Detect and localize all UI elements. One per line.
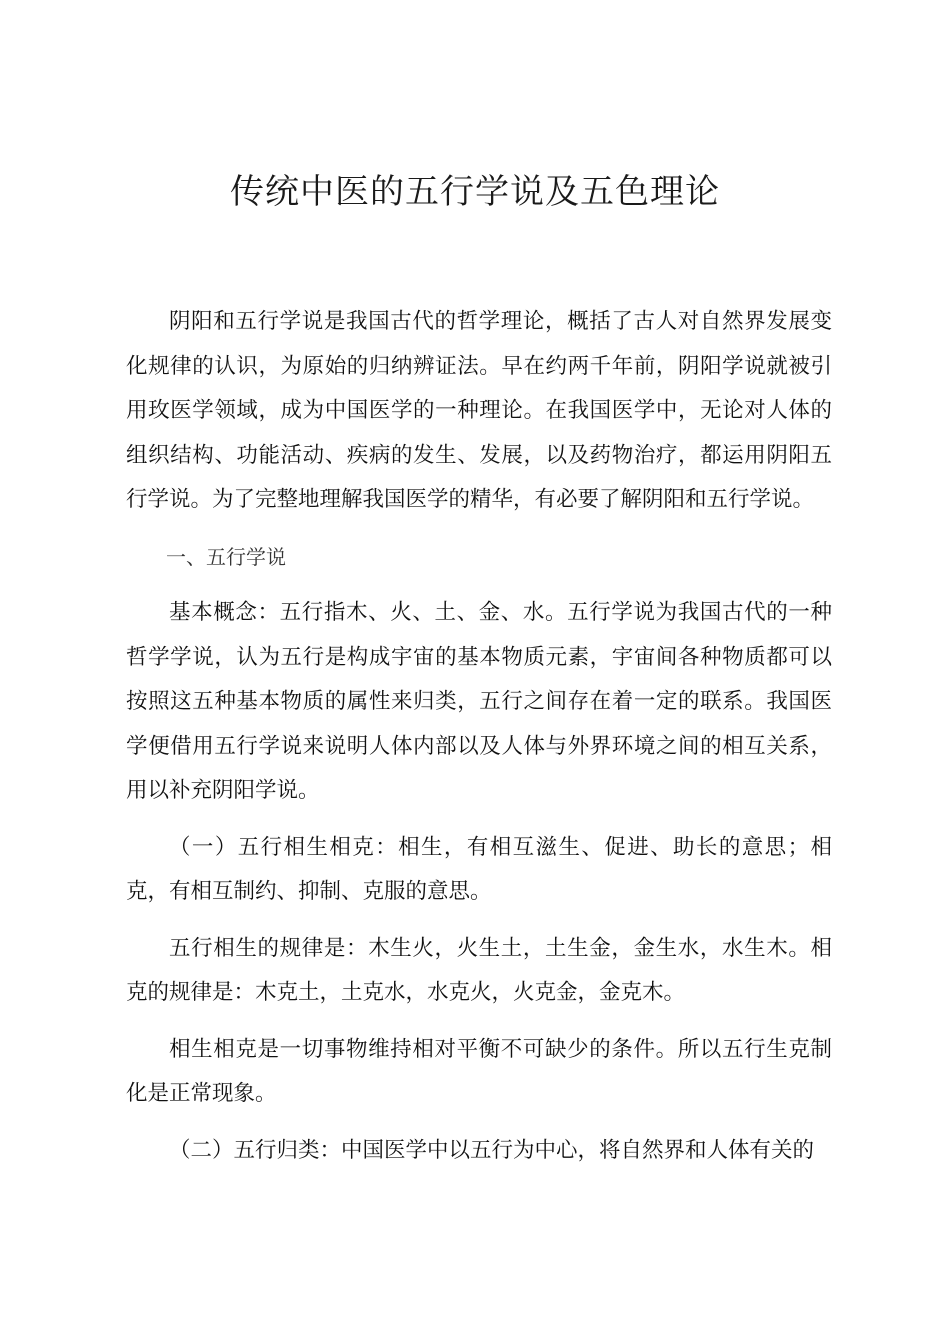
paragraph-balance: 相生相克是一切事物维持相对平衡不可缺少的条件。所以五行生克制化是正常现象。 bbox=[126, 1036, 832, 1106]
paragraph-sheng-ke: （一）五行相生相克：相生，有相互滋生、促进、助长的意思；相克，有相互制约、抑制、克服的意思。 bbox=[126, 834, 832, 904]
section-heading-wuxing: 一、五行学说 bbox=[166, 544, 286, 569]
paragraph-classification: （二）五行归类：中国医学中以五行为中心，将自然界和人体有关的 bbox=[169, 1137, 815, 1163]
page-title: 传统中医的五行学说及五色理论 bbox=[230, 172, 720, 212]
document-body bbox=[126, 300, 832, 1185]
paragraph-basic-concept: 基本概念：五行指木、火、土、金、水。五行学说为我国古代的一种哲学学说，认为五行是构成宇宙的基本物质元素，宇宙间各种物质都可以按照这五种基本物质的属性来归类，五行之间存在着一定的联系。我国医学便借用五行学说来说明人体内部以及人体与外界环境之间的相互关系，用以补充阴阳学说。 bbox=[126, 600, 832, 803]
paragraph-intro: 阴阳和五行学说是我国古代的哲学理论，概括了古人对自然界发展变化规律的认识，为原始的归纳辨证法。早在约两千年前，阴阳学说就被引用玫医学领域，成为中国医学的一种理论。在我国医学中，无论对人体的组织结构、功能活动、疾病的发生、发展，以及药物治疗，都运用阴阳五行学说。为了完整地理解我国医学的精华，有必要了解阴阳和五行学说。 bbox=[126, 309, 832, 512]
paragraph-sheng-ke-rules: 五行相生的规律是：木生火，火生土，土生金，金生水，水生木。相克的规律是：木克土，土克水，水克火，火克金，金克木。 bbox=[126, 935, 832, 1005]
